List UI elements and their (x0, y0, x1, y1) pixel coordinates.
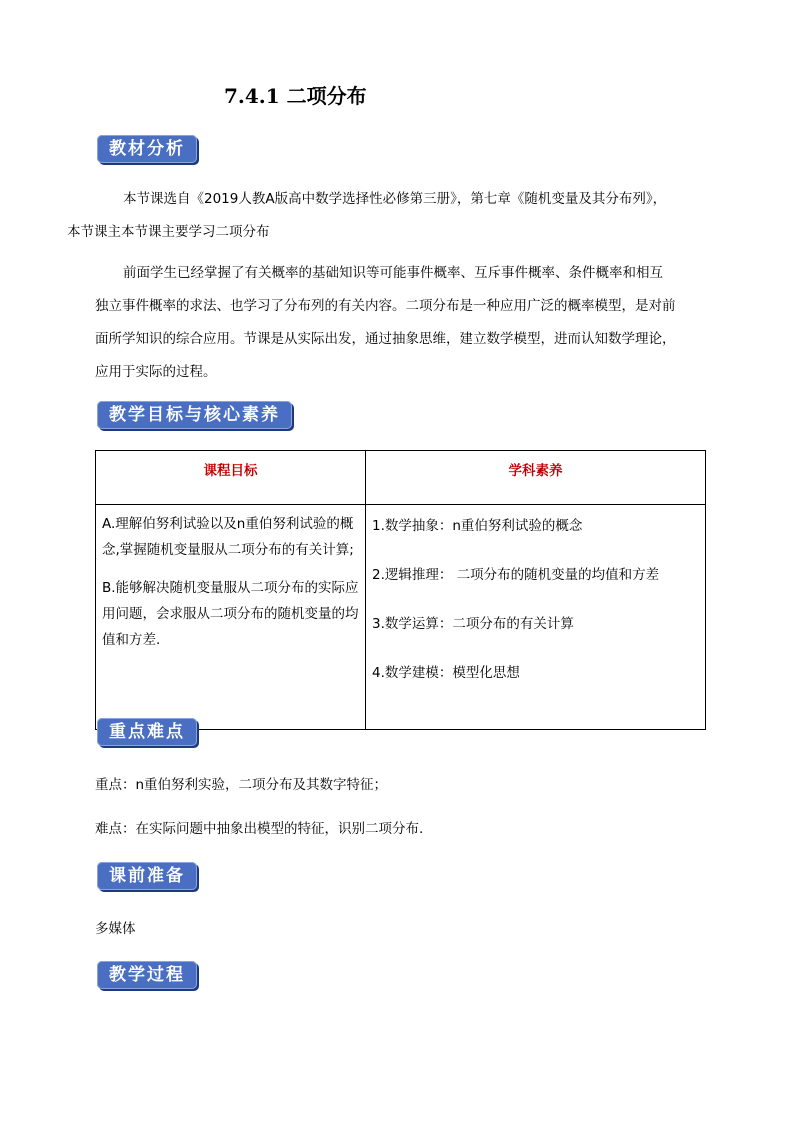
literacy-cell (366, 505, 706, 730)
objectives-table-body-row (96, 505, 706, 730)
preparation-text: 多媒体 (95, 921, 136, 937)
literacy-item-3: 3.数学运算：二项分布的有关计算 (372, 616, 574, 632)
page-title: 7.4.1 二项分布 (224, 84, 367, 108)
literacy-item-2: 2.逻辑推理： 二项分布的随机变量的均值和方差 (372, 567, 660, 583)
analysis-p2-line-4: 应用于实际的过程。 (95, 364, 217, 380)
analysis-p2-line-1: 前面学生已经掌握了有关概率的基础知识等可能事件概率、互斥事件概率、条件概率和相互 (123, 265, 663, 281)
section-badge-objectives: 教学目标与核心素养 (97, 401, 292, 429)
analysis-p1-line-2: 本节课主本节课主要学习二项分布 (67, 224, 270, 240)
difficulty-text: 难点：在实际问题中抽象出模型的特征，识别二项分布. (95, 821, 424, 837)
header-course-goals: 课程目标 (96, 451, 366, 505)
course-goals-cell (96, 505, 366, 730)
literacy-item-4: 4.数学建模：模型化思想 (372, 665, 520, 681)
literacy-item-1: 1.数学抽象：n重伯努利试验的概念 (372, 518, 583, 534)
header-subject-literacy: 学科素养 (366, 451, 706, 505)
key-point-text: 重点：n重伯努利实验，二项分布及其数字特征； (95, 777, 388, 793)
section-badge-process: 教学过程 (97, 961, 197, 989)
analysis-paragraph-2 (95, 257, 707, 389)
analysis-p2-line-3: 面所学知识的综合应用。节课是从实际出发，通过抽象思维，建立数学模型，进而认知数学理论， (95, 331, 676, 347)
goal-b: B.能够解决随机变量服从二项分布的实际应用问题，会求服从二项分布的随机变量的均值和方差. (102, 580, 359, 648)
objectives-table (95, 450, 706, 730)
analysis-paragraph-1 (67, 183, 707, 249)
objectives-table-header-row (96, 451, 706, 505)
section-badge-analysis: 教材分析 (97, 135, 197, 163)
analysis-p2-line-2: 独立事件概率的求法、也学习了分布列的有关内容。二项分布是一种应用广泛的概率模型，是对前 (95, 298, 676, 314)
goal-a: A.理解伯努利试验以及n重伯努利试验的概念,掌握随机变量服从二项分布的有关计算; (102, 516, 354, 558)
analysis-p1-line-1: 本节课选自《2019人教A版高中数学选择性必修第三册》，第七章《随机变量及其分布列》， (123, 191, 667, 207)
section-badge-keypoints: 重点难点 (97, 718, 197, 746)
section-badge-preparation: 课前准备 (97, 862, 197, 890)
